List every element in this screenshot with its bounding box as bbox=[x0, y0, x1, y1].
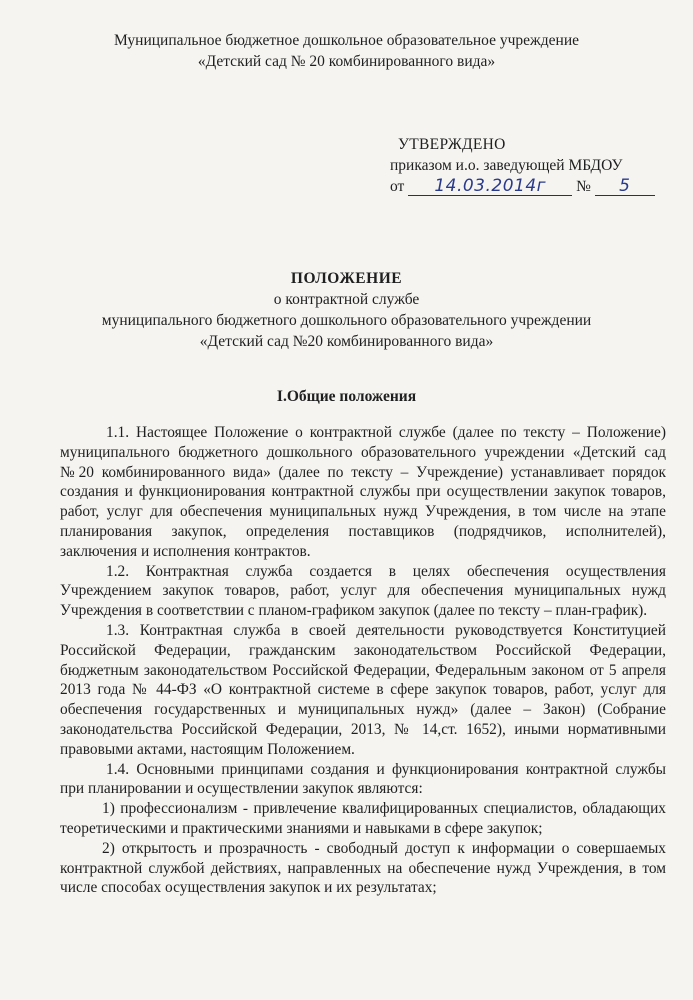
document-title bbox=[40, 268, 653, 352]
approved-stamp-text: УТВЕРЖДЕНО bbox=[398, 136, 506, 153]
title-line2: о контрактной службе bbox=[273, 291, 420, 308]
section-heading: I.Общие положения bbox=[276, 388, 417, 405]
order-number-field bbox=[595, 177, 655, 196]
title-line4: «Детский сад №20 комбинированного вида» bbox=[199, 333, 494, 350]
order-date-field bbox=[408, 177, 572, 196]
paragraph-1-1: 1.1. Настоящее Положение о контрактной службе (далее по тексту – Положение) муниципального бюджетного дошкольного образовательного учреждении «Детский сад №20 комбинированного вида» (далее по тексту – Учреждение) устанавливает порядок создания и функционирования контрактной службы при осуществлении закупок товаров, работ, услуг для обеспечения муниципальных нужд Учреждения, в том числе на этапе планирования закупок, определения поставщиков (подрядчиков, исполнителей), заключения и исполнения контрактов. bbox=[60, 424, 666, 560]
approval-order-row bbox=[390, 176, 670, 198]
order-number-label: № bbox=[576, 178, 591, 195]
approval-block bbox=[390, 134, 670, 198]
org-name-line2: «Детский сад № 20 комбинированного вида» bbox=[197, 53, 496, 70]
list-item-2: 2) открытость и прозрачность - свободный доступ к информации о совершаемых контрактной службой действиях, направленных на обеспечение нужд Учреждения, в том числе способах осуществления закупок и их результатах; bbox=[60, 839, 666, 897]
paragraph-1-3: 1.3. Контрактная служба в своей деятельности руководствуется Конституцией Российской Федерации, гражданским законодательством Российской Федерации, бюджетным законодательством Российской Федерации, Федеральным законом от 5 апреля 2013 года № 44-ФЗ «О контрактной системе в сфере закупок товаров, работ, услуг для обеспечения государственных и муниципальных нужд» (далее – Закон) (Собрание законодательства Российской Федерации, 2013, № 14,ст. 1652), иными нормативными правовыми актами, настоящим Положением. bbox=[60, 621, 666, 758]
handwritten-date: 14.03.2014г bbox=[434, 176, 547, 196]
org-name-line1: Муниципальное бюджетное дошкольное образовательное учреждение bbox=[114, 32, 579, 49]
title-line3: муниципального бюджетного дошкольного образовательного учреждении bbox=[101, 312, 592, 329]
section-body bbox=[60, 423, 666, 898]
paragraph-1-2: 1.2. Контрактная служба создается в целях обеспечения осуществления Учреждением закупок товаров, работ, услуг для обеспечения муниципальных нужд Учреждения в соответствии с планом-графиком закупок (далее по тексту – план-график). bbox=[60, 562, 666, 620]
list-item-1: 1) профессионализм - привлечение квалифицированных специалистов, обладающих теоретическими и практическими знаниями и навыками в сфере закупок; bbox=[60, 800, 666, 837]
title-main: ПОЛОЖЕНИЕ bbox=[290, 270, 403, 287]
handwritten-number: 5 bbox=[619, 176, 631, 196]
organization-header bbox=[40, 30, 653, 72]
approval-order-text: приказом и.о. заведующей МБДОУ bbox=[390, 157, 623, 174]
paragraph-1-4: 1.4. Основными принципами создания и функционирования контрактной службы при планировании и осуществлении закупок являются: bbox=[60, 760, 666, 798]
date-from-label: от bbox=[390, 178, 405, 195]
